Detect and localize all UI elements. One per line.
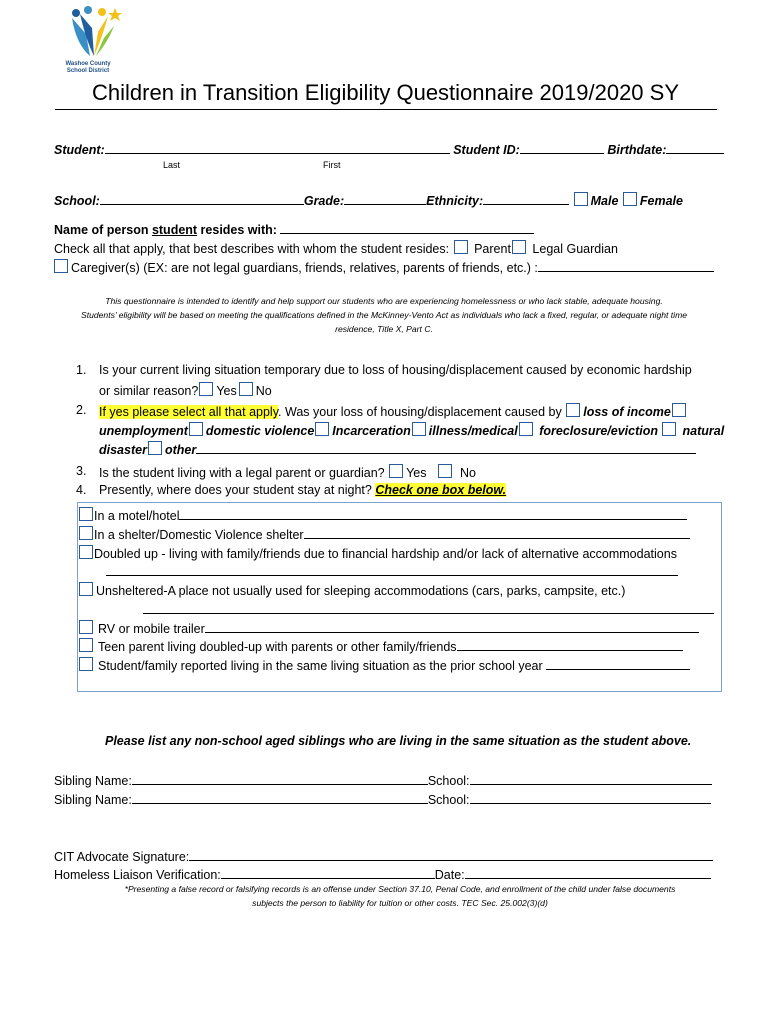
- parent-checkbox[interactable]: [454, 240, 468, 254]
- question-1-text-a: Is your current living situation temporary due to loss of housing/displacement caused by economic hardship: [99, 363, 692, 377]
- caregiver-row: Caregiver(s) (EX: are not legal guardians, friends, relatives, parents of friends, etc.) :: [54, 259, 714, 275]
- date-field[interactable]: [465, 866, 711, 879]
- question-1-number: 1.: [76, 363, 87, 377]
- question-2-line-3: disaster other: [99, 441, 696, 457]
- other-field[interactable]: [196, 441, 696, 454]
- birthdate-field[interactable]: [666, 141, 724, 154]
- sibling-row-2: Sibling Name: School:: [54, 791, 711, 807]
- q3-yes-checkbox[interactable]: [389, 464, 403, 478]
- question-1-line-2: or similar reason? Yes No: [99, 384, 272, 398]
- doubled-up-field[interactable]: [106, 563, 678, 576]
- illness-checkbox[interactable]: [412, 422, 426, 436]
- title-rule: [55, 109, 717, 110]
- school-row: School: Grade: Ethnicity: Male Female: [54, 194, 683, 208]
- unsheltered-line: [143, 601, 714, 617]
- same-situation-checkbox[interactable]: [79, 657, 93, 671]
- motel-field[interactable]: [179, 507, 687, 520]
- page-title: Children in Transition Eligibility Questionnaire 2019/2020 SY: [92, 80, 680, 105]
- question-3-number: 3.: [76, 464, 87, 478]
- loss-of-income-checkbox[interactable]: [566, 403, 580, 417]
- option-teen-parent: Teen parent living doubled-up with parents or other family/friends: [79, 638, 683, 654]
- motel-checkbox[interactable]: [79, 507, 93, 521]
- other-checkbox[interactable]: [148, 441, 162, 455]
- first-caption: First: [323, 160, 341, 170]
- q3-no-checkbox[interactable]: [438, 464, 452, 478]
- question-2-number: 2.: [76, 403, 87, 417]
- school-field[interactable]: [100, 192, 304, 205]
- district-logo: [58, 4, 128, 76]
- option-rv: RV or mobile trailer: [79, 620, 699, 636]
- grade-field[interactable]: [344, 192, 426, 205]
- resides-with-field[interactable]: [280, 221, 534, 234]
- ethnicity-field[interactable]: [483, 192, 569, 205]
- intro-text: This questionnaire is intended to identify and help support our students who are experiencing homelessness or who lack stable, adequate housing. Students’ eligibility will be based on meeting the qualifications defined in the McKinney-Vento Act as individuals who lack a fixed, regular, or adequate night time residence, Title X, Part C.: [80, 296, 688, 334]
- teen-parent-field[interactable]: [457, 638, 683, 651]
- sibling-2-school-field[interactable]: [470, 791, 711, 804]
- caregiver-field[interactable]: [538, 259, 714, 272]
- shelter-field[interactable]: [304, 526, 690, 539]
- check-all-row: Check all that apply, that best describes with whom the student resides: Parent Legal Guardian: [54, 242, 618, 256]
- student-row: Student: Student ID: Birthdate:: [54, 141, 724, 157]
- female-checkbox[interactable]: [623, 192, 637, 206]
- last-caption: Last: [163, 160, 181, 170]
- question-2-line-1: If yes please select all that apply. Was your loss of housing/displacement caused by loss of income: [99, 403, 689, 419]
- unemployment-checkbox[interactable]: [672, 403, 686, 417]
- incarceration-checkbox[interactable]: [315, 422, 329, 436]
- advocate-signature-field[interactable]: [189, 848, 713, 861]
- option-motel: In a motel/hotel: [79, 507, 687, 523]
- question-3-line: Is the student living with a legal parent or guardian? Yes No: [99, 466, 476, 480]
- q1-yes-checkbox[interactable]: [199, 382, 213, 396]
- sibling-2-name-field[interactable]: [132, 791, 428, 804]
- question-4-number: 4.: [76, 483, 87, 497]
- footer-note: *Presenting a false record or falsifying records is an offense under Section 37.10, Penal Code, and enrollment of the child under false documents subjects the person to liability for tuition or other costs. TEC Sec. 25.002(3)(d): [124, 884, 676, 908]
- sibling-1-name-field[interactable]: [132, 772, 428, 785]
- doubled-up-checkbox[interactable]: [79, 545, 93, 559]
- foreclosure-checkbox[interactable]: [519, 422, 533, 436]
- liaison-row: Homeless Liaison Verification: Date:: [54, 866, 711, 882]
- option-doubled-up: Doubled up - living with family/friends due to financial hardship and/or lack of alternative accommodations: [79, 545, 677, 561]
- sibling-row-1: Sibling Name: School:: [54, 772, 712, 788]
- option-shelter: In a shelter/Domestic Violence shelter: [79, 526, 690, 542]
- student-name-field[interactable]: [105, 141, 450, 154]
- siblings-heading: Please list any non-school aged siblings who are living in the same situation as the student above.: [105, 734, 692, 748]
- rv-field[interactable]: [205, 620, 699, 633]
- resides-with-row: Name of person student resides with:: [54, 221, 534, 237]
- q1-no-checkbox[interactable]: [239, 382, 253, 396]
- advocate-signature-row: CIT Advocate Signature:: [54, 848, 713, 864]
- rv-checkbox[interactable]: [79, 620, 93, 634]
- option-same-situation: Student/family reported living in the same living situation as the prior school year: [79, 657, 690, 673]
- question-4-line: Presently, where does your student stay at night? Check one box below.: [99, 483, 507, 497]
- student-id-field[interactable]: [520, 141, 604, 154]
- legal-guardian-checkbox[interactable]: [512, 240, 526, 254]
- same-situation-field[interactable]: [546, 657, 690, 670]
- caregiver-checkbox[interactable]: [54, 259, 68, 273]
- logo-graphic-icon: [58, 4, 128, 60]
- sibling-1-school-field[interactable]: [470, 772, 712, 785]
- question-2-line-2: unemployment domestic violence Incarceration illness/medical foreclosure/eviction natural: [99, 424, 725, 438]
- logo-text: Washoe County School District: [65, 61, 111, 74]
- natural-disaster-checkbox[interactable]: [662, 422, 676, 436]
- male-checkbox[interactable]: [574, 192, 588, 206]
- unsheltered-checkbox[interactable]: [79, 582, 93, 596]
- liaison-field[interactable]: [221, 866, 435, 879]
- domestic-violence-checkbox[interactable]: [189, 422, 203, 436]
- doubled-up-line: [106, 563, 678, 579]
- teen-parent-checkbox[interactable]: [79, 638, 93, 652]
- unsheltered-field[interactable]: [143, 601, 714, 614]
- shelter-checkbox[interactable]: [79, 526, 93, 540]
- option-unsheltered: Unsheltered-A place not usually used for sleeping accommodations (cars, parks, campsite, etc.): [79, 582, 625, 598]
